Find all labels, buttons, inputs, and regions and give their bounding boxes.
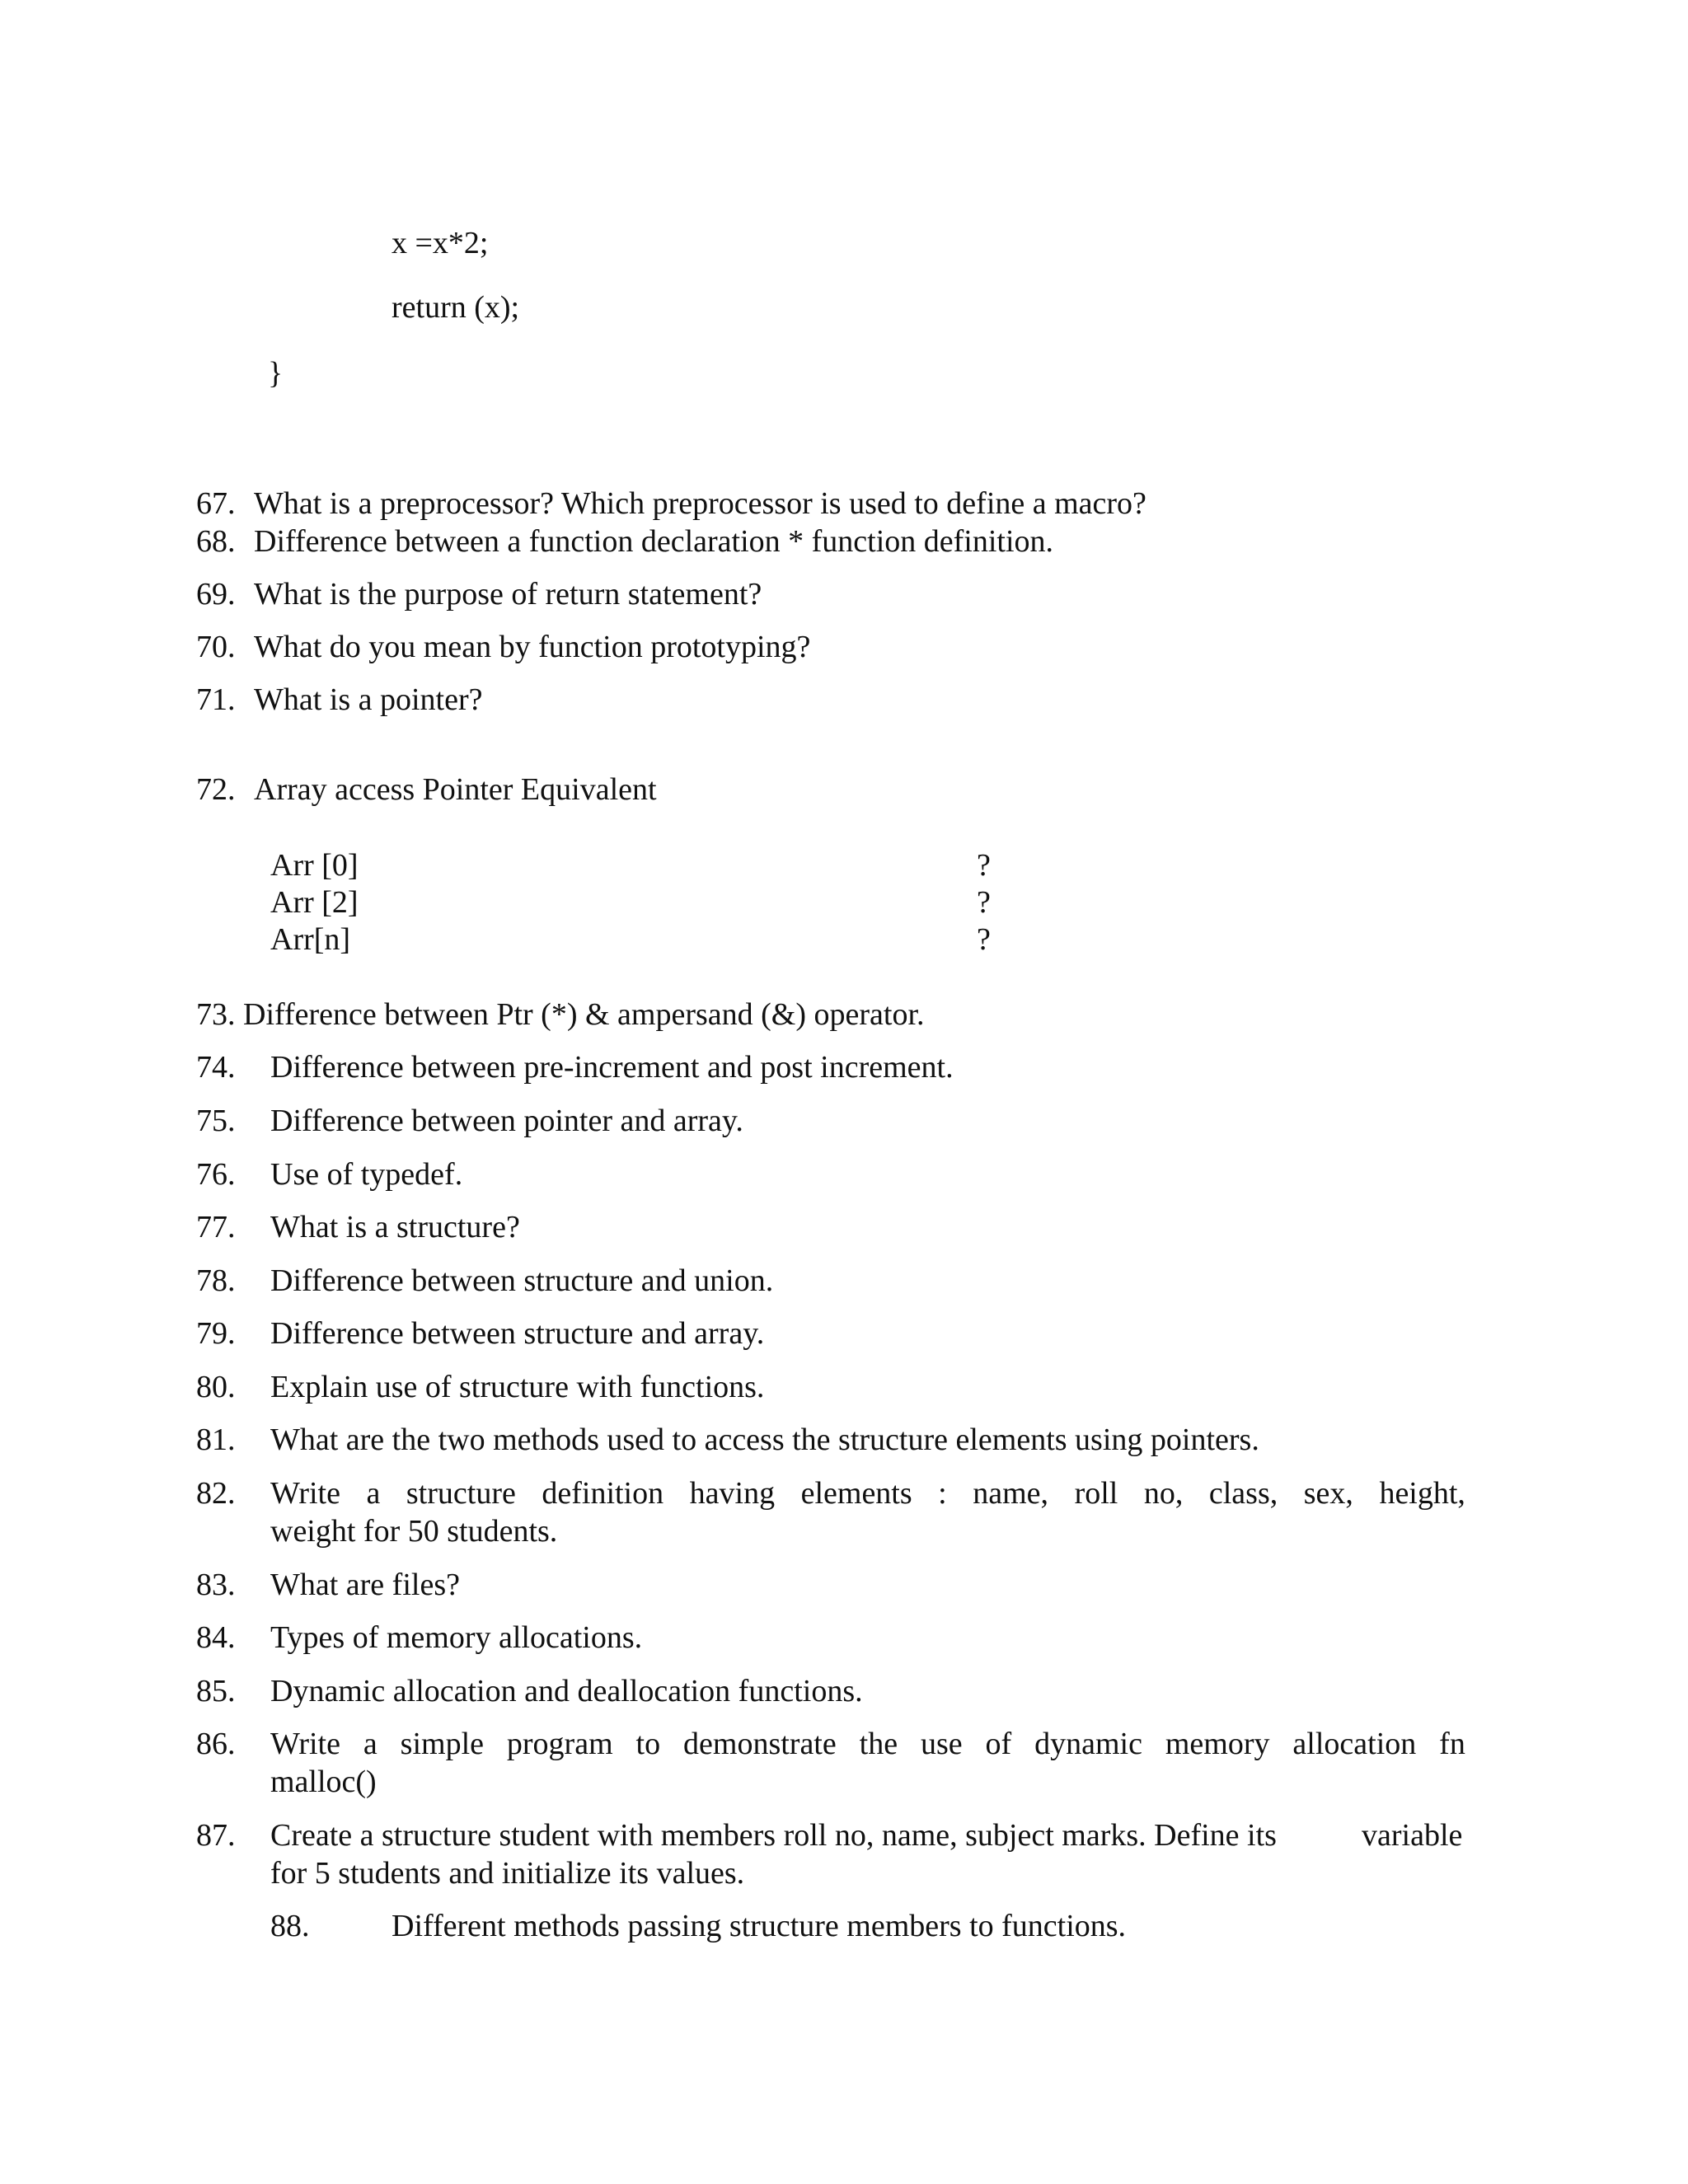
question-number: 79. <box>196 1316 236 1351</box>
question-number: 70. <box>196 630 236 664</box>
pointer-equivalent-cell: ? <box>977 922 991 957</box>
question-number: 85. <box>196 1674 236 1708</box>
question-text: Dynamic allocation and deallocation functions. <box>270 1674 863 1708</box>
justified-word: dynamic <box>1034 1727 1142 1761</box>
question-text-justified-line <box>270 1474 1465 1512</box>
question-number: 75. <box>196 1104 236 1138</box>
pointer-equivalent-cell: ? <box>977 885 991 920</box>
question-number: 67. <box>196 486 236 521</box>
question-number: 87. <box>196 1818 236 1853</box>
question-text: Difference between structure and union. <box>270 1263 774 1298</box>
question-text: Array access Pointer Equivalent <box>254 772 657 807</box>
justified-word: : <box>938 1476 947 1511</box>
justified-word: sex, <box>1303 1476 1353 1511</box>
question-text-continuation: weight for 50 students. <box>270 1514 558 1549</box>
justified-word: elements <box>800 1476 912 1511</box>
question-text: Difference between a function declaration * function definition. <box>254 524 1054 559</box>
justified-word: program <box>506 1727 613 1761</box>
question-text-continuation: for 5 students and initialize its values. <box>270 1856 745 1891</box>
justified-word: a <box>366 1476 381 1511</box>
question-number: 86. <box>196 1727 236 1761</box>
justified-word: use <box>920 1727 963 1761</box>
justified-word: a <box>363 1727 377 1761</box>
question-number: 68. <box>196 524 236 559</box>
question-text-tail: variable <box>1362 1818 1463 1853</box>
question-text: What is a structure? <box>270 1210 520 1244</box>
array-access-cell: Arr [2] <box>270 885 359 920</box>
code-closing-brace: } <box>268 356 284 391</box>
question-text: What is the purpose of return statement? <box>254 577 762 612</box>
justified-word: roll <box>1074 1476 1118 1511</box>
question-text: Difference between pre-increment and post increment. <box>270 1050 954 1085</box>
justified-word: fn <box>1439 1727 1465 1761</box>
justified-word: structure <box>406 1476 516 1511</box>
question-text-justified-line <box>270 1725 1465 1763</box>
justified-word: definition <box>542 1476 664 1511</box>
question-number: 74. <box>196 1050 236 1085</box>
question-text: Difference between structure and array. <box>270 1316 765 1351</box>
question-73: 73. Difference between Ptr (*) & ampersand (&) operator. <box>196 997 925 1032</box>
question-number: 82. <box>196 1476 236 1511</box>
question-number: 81. <box>196 1422 236 1457</box>
justified-word: class, <box>1208 1476 1278 1511</box>
justified-word: Write <box>270 1476 340 1511</box>
array-access-cell: Arr[n] <box>270 922 351 957</box>
justified-word: having <box>689 1476 776 1511</box>
question-text: What are the two methods used to access the structure elements using pointers. <box>270 1422 1259 1457</box>
question-text: Explain use of structure with functions. <box>270 1370 765 1404</box>
question-number: 69. <box>196 577 236 612</box>
question-text-continuation: malloc() <box>270 1765 377 1799</box>
question-number: 77. <box>196 1210 236 1244</box>
question-number: 84. <box>196 1620 236 1655</box>
question-number: 72. <box>196 772 236 807</box>
question-number: 83. <box>196 1568 236 1602</box>
justified-word: simple <box>400 1727 484 1761</box>
justified-word: name, <box>973 1476 1049 1511</box>
array-access-cell: Arr [0] <box>270 848 359 883</box>
question-text: What do you mean by function prototyping? <box>254 630 811 664</box>
question-number: 71. <box>196 682 236 717</box>
question-text: What is a pointer? <box>254 682 483 717</box>
code-line: x =x*2; <box>392 226 489 260</box>
question-text: What are files? <box>270 1568 460 1602</box>
justified-word: no, <box>1143 1476 1184 1511</box>
question-text: Types of memory allocations. <box>270 1620 643 1655</box>
justified-word: the <box>859 1727 898 1761</box>
justified-word: to <box>635 1727 661 1761</box>
justified-word: allocation <box>1292 1727 1417 1761</box>
question-text: Difference between pointer and array. <box>270 1104 743 1138</box>
code-line: return (x); <box>392 290 520 325</box>
question-text: Use of typedef. <box>270 1157 463 1192</box>
question-text: Different methods passing structure members to functions. <box>392 1909 1127 1943</box>
justified-word: Write <box>270 1727 340 1761</box>
justified-word: height, <box>1379 1476 1465 1511</box>
question-number: 78. <box>196 1263 236 1298</box>
justified-word: memory <box>1165 1727 1270 1761</box>
question-number: 80. <box>196 1370 236 1404</box>
justified-word: of <box>985 1727 1012 1761</box>
justified-word: demonstrate <box>683 1727 837 1761</box>
question-number: 76. <box>196 1157 236 1192</box>
question-text: What is a preprocessor? Which preprocessor is used to define a macro? <box>254 486 1146 521</box>
question-text: Create a structure student with members roll no, name, subject marks. Define its <box>270 1818 1277 1853</box>
pointer-equivalent-cell: ? <box>977 848 991 883</box>
question-number: 88. <box>270 1909 310 1943</box>
